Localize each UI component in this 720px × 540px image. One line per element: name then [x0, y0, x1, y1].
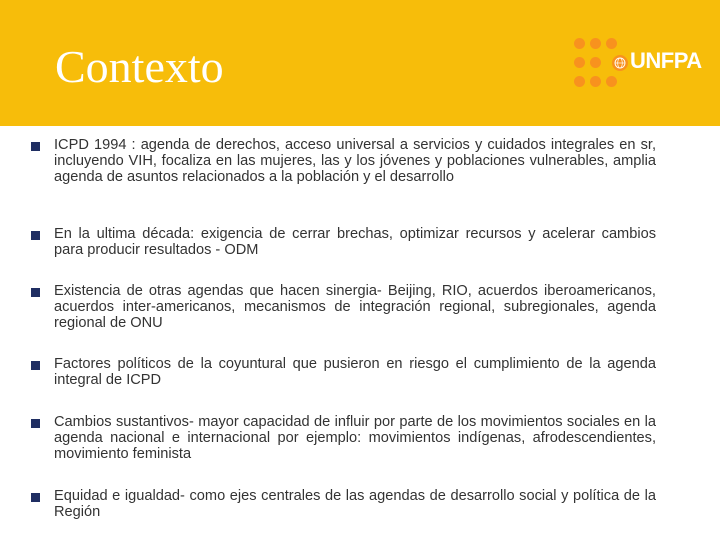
bullet-text: ICPD 1994 : agenda de derechos, acceso universal a servicios y cuidados integrales en sr, incluyendo VIH, focaliza en las mujeres, las y los jóvenes y poblaciones vulnerables, amplia agenda de asuntos relacionados a la población y el desarrollo — [54, 137, 656, 186]
bullet-square-icon — [31, 288, 40, 297]
bullet-square-icon — [31, 493, 40, 502]
bullet-text: Factores políticos de la coyuntural que pusieron en riesgo el cumplimiento de la agenda integral de ICPD — [54, 356, 656, 389]
bullet-square-icon — [31, 419, 40, 428]
bullet-text: Existencia de otras agendas que hacen sinergia- Beijing, RIO, acuerdos iberoamericanos, acuerdos inter-americanos, mecanismos de integración regional, subregionales, agenda regional de ONU — [54, 283, 656, 332]
bullet-square-icon — [31, 142, 40, 151]
bullet-square-icon — [31, 361, 40, 370]
bullet-text: Cambios sustantivos- mayor capacidad de influir por parte de los movimientos sociales en la agenda nacional e internacional por ejemplo: movimientos indígenas, afrodescendientes, movimiento feminista — [54, 414, 656, 463]
bullet-square-icon — [31, 231, 40, 240]
bullet-text: Equidad e igualdad- como ejes centrales de las agendas de desarrollo social y política de la Región — [54, 488, 656, 521]
logo-text: UNFPA — [630, 48, 702, 73]
bullet-text: En la ultima década: exigencia de cerrar brechas, optimizar recursos y acelerar cambios para producir resultados - ODM — [54, 226, 656, 259]
slide-title: Contexto — [55, 41, 224, 92]
